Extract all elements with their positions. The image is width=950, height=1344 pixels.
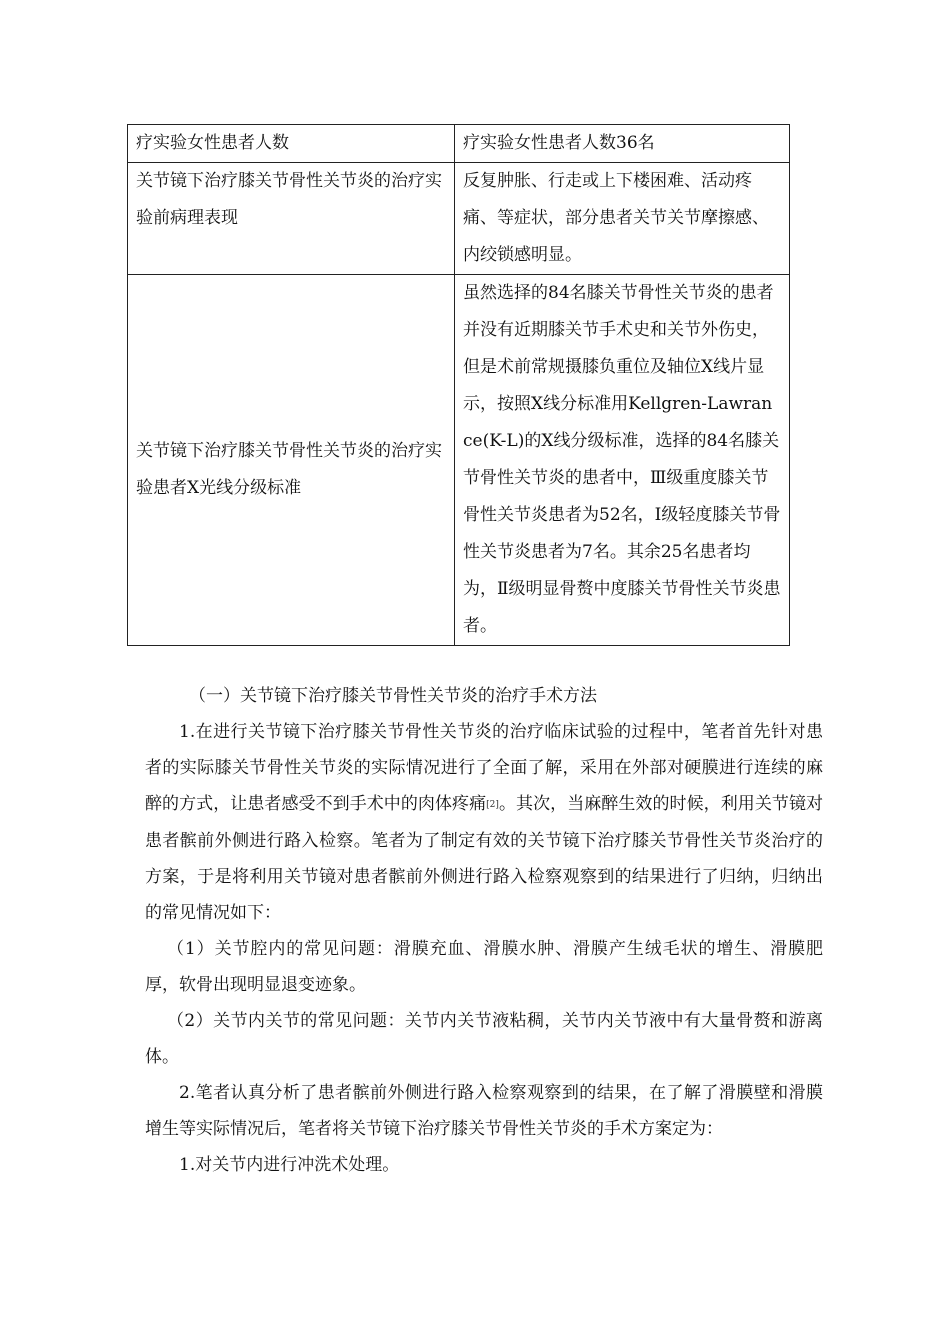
paragraph-1-text-b: 。其次，当麻醉生效的时候，利用关节镜对患者髌前外侧进行路入检察。笔者为了制定有效的关节镜下治疗膝关节骨性关节炎治疗的方案，于是将利用关节镜对患者髌前外侧进行路入检察观察到的结果进行了归纳，归纳出的常见情况如下： bbox=[145, 794, 824, 923]
paragraph-3: （2）关节内关节的常见问题：关节内关节液粘稠，关节内关节液中有大量骨赘和游离体。 bbox=[145, 1011, 823, 1067]
table-cell-label: 关节镜下治疗膝关节骨性关节炎的治疗实验前病理表现 bbox=[128, 163, 455, 275]
patient-info-table bbox=[127, 124, 790, 646]
table-cell-label: 关节镜下治疗膝关节骨性关节炎的治疗实验患者X光线分级标准 bbox=[128, 275, 455, 646]
paragraph-1-text-a: 1.在进行关节镜下治疗膝关节骨性关节炎的治疗临床试验的过程中，笔者首先针对患者的实际膝关节骨性关节炎的实际情况进行了全面了解，采用在外部对硬膜进行连续的麻醉的方式，让患者感受不到手术中的肉体疼痛 bbox=[145, 722, 823, 814]
paragraph-5: 1.对关节内进行冲洗术处理。 bbox=[179, 1155, 400, 1175]
section-heading: （一）关节镜下治疗膝关节骨性关节炎的治疗手术方法 bbox=[189, 686, 597, 706]
table-cell-value: 疗实验女性患者人数36名 bbox=[455, 125, 790, 163]
citation-mark: [2] bbox=[486, 800, 499, 810]
table-row bbox=[128, 275, 790, 646]
body-text bbox=[145, 678, 823, 1183]
paragraph-2: （1）关节腔内的常见问题：滑膜充血、滑膜水肿、滑膜产生绒毛状的增生、滑膜肥厚，软骨出现明显退变迹象。 bbox=[145, 939, 823, 995]
table-row bbox=[128, 125, 790, 163]
table-cell-value: 反复肿胀、行走或上下楼困难、活动疼痛、等症状，部分患者关节关节摩擦感、内绞锁感明显。 bbox=[455, 163, 790, 275]
paragraph-4: 2.笔者认真分析了患者髌前外侧进行路入检察观察到的结果，在了解了滑膜壁和滑膜增生等实际情况后，笔者将关节镜下治疗膝关节骨性关节炎的手术方案定为： bbox=[145, 1083, 823, 1139]
table-row bbox=[128, 163, 790, 275]
paragraph-1 bbox=[145, 714, 823, 931]
table-cell-value: 虽然选择的84名膝关节骨性关节炎的患者并没有近期膝关节手术史和关节外伤史，但是术前常规摄膝负重位及轴位X线片显示，按照X线分标准用Kellgren-Lawrance(K-L)的X线分级标准，选择的84名膝关节骨性关节炎的患者中，Ⅲ级重度膝关节骨性关节炎患者为52名，Ⅰ级轻度膝关节骨性关节炎患者为7名。其余25名患者均为，Ⅱ级明显骨赘中度膝关节骨性关节炎患者。 bbox=[455, 275, 790, 646]
table-cell-label: 疗实验女性患者人数 bbox=[128, 125, 455, 163]
